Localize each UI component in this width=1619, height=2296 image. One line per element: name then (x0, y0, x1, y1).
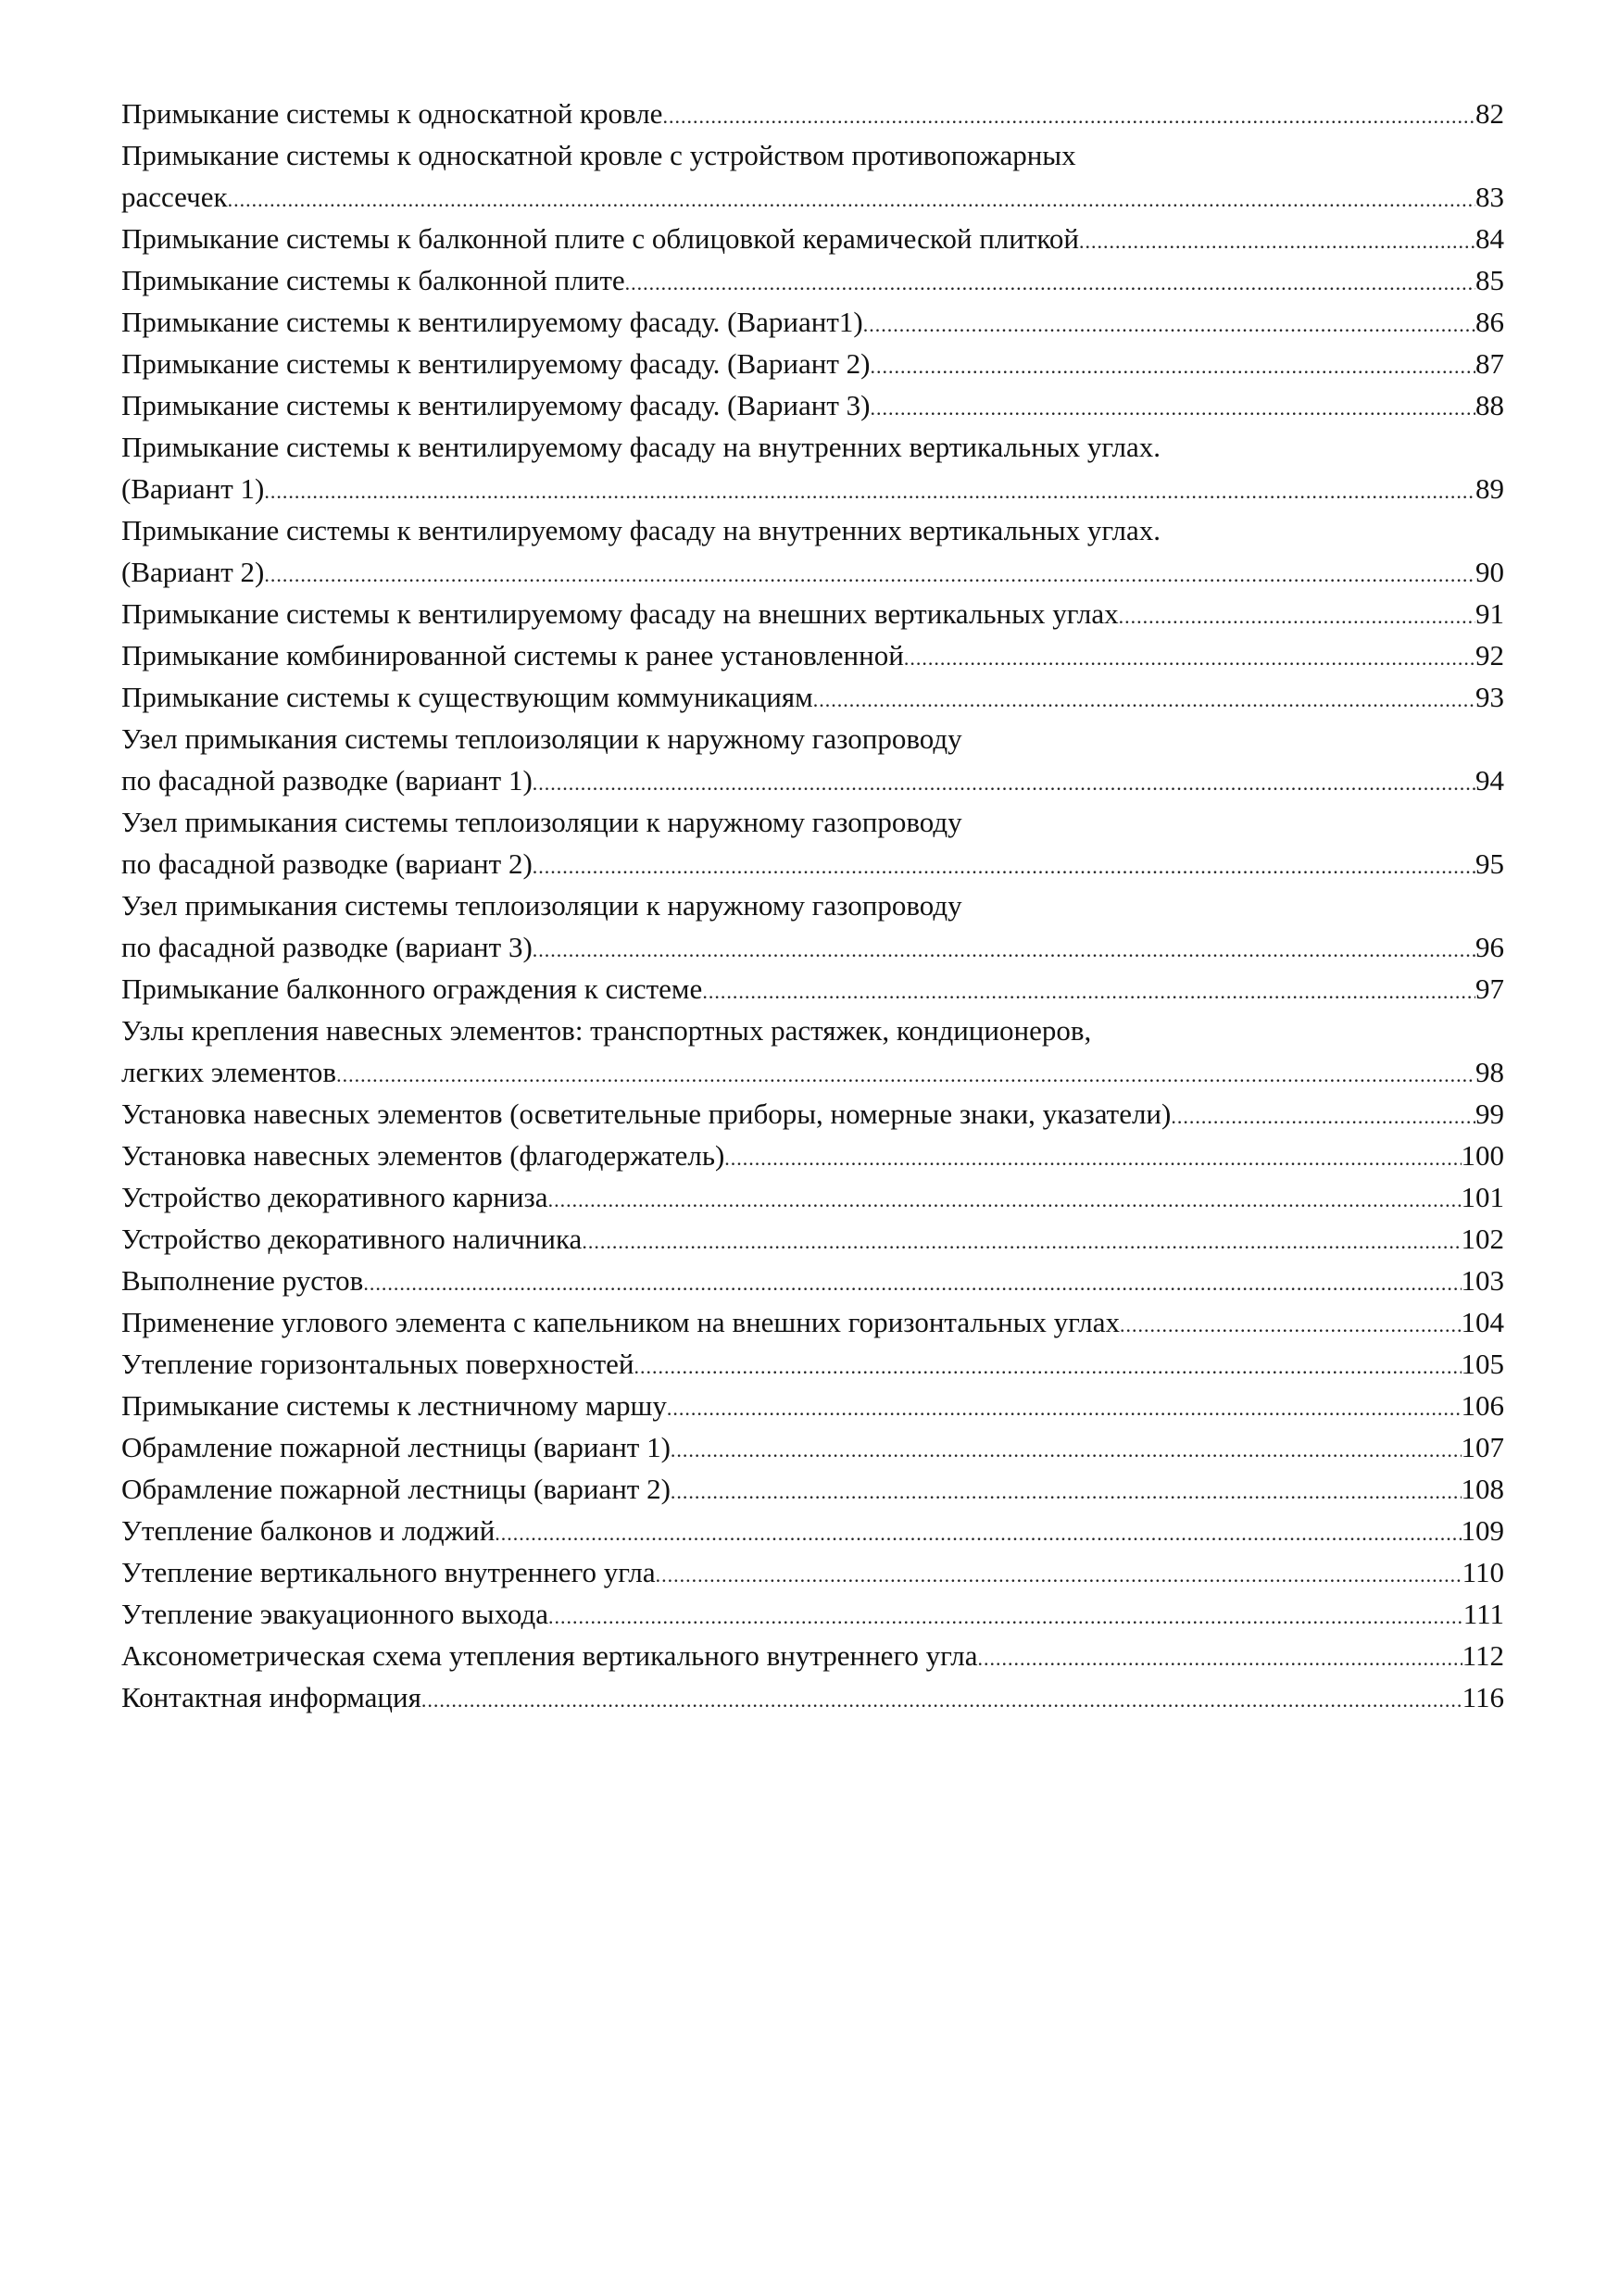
toc-entry-line (121, 759, 1504, 801)
toc-page-number: 104 (1461, 1306, 1504, 1338)
dot-leader (702, 971, 1475, 1012)
toc-page-number: 89 (1475, 472, 1504, 505)
toc-entry-title: Примыкание системы к существующим коммуникациям (121, 681, 813, 713)
toc-entry[interactable] (121, 218, 1504, 259)
dot-leader (264, 554, 1475, 596)
toc-entry-line (121, 1635, 1504, 1676)
toc-entry-line (121, 384, 1504, 426)
toc-page-number: 110 (1462, 1556, 1504, 1588)
toc-page-number: 95 (1475, 847, 1504, 880)
toc-entry[interactable] (121, 301, 1504, 343)
toc-entry[interactable] (121, 634, 1504, 676)
toc-entry-title: Применение углового элемента с капельником на внешних горизонтальных углах (121, 1306, 1121, 1338)
toc-page-number: 86 (1475, 306, 1504, 338)
toc-page-number: 98 (1475, 1056, 1504, 1088)
dot-leader (904, 637, 1475, 679)
dot-leader (264, 470, 1475, 512)
toc-entry-title: Примыкание системы к вентилируемому фасаду. (Вариант 2) (121, 347, 871, 380)
dot-leader (548, 1179, 1462, 1221)
toc-entry[interactable] (121, 1385, 1504, 1426)
toc-entry-title: Примыкание системы к вентилируемому фасаду на внутренних вертикальных углах. (121, 431, 1161, 463)
toc-page-number: 111 (1462, 1598, 1504, 1630)
dot-leader (336, 1054, 1475, 1096)
dot-leader (863, 304, 1475, 345)
toc-entry-title: Утепление вертикального внутреннего угла (121, 1556, 656, 1588)
toc-page-number: 107 (1461, 1431, 1504, 1463)
dot-leader (582, 1221, 1461, 1262)
toc-page-number: 82 (1475, 97, 1504, 130)
dot-leader (656, 1554, 1462, 1596)
table-of-contents (121, 93, 1504, 1718)
toc-entry-title: (Вариант 2) (121, 556, 265, 588)
toc-page-number: 101 (1461, 1181, 1504, 1213)
toc-entry[interactable] (121, 676, 1504, 718)
toc-entry-line (121, 93, 1504, 134)
toc-entry-title: Примыкание системы к односкатной кровле (121, 97, 663, 130)
toc-entry-title: Узлы крепления навесных элементов: транспортных растяжек, кондиционеров, (121, 1014, 1092, 1047)
toc-entry[interactable] (121, 426, 1504, 509)
toc-entry-line (121, 801, 1504, 843)
toc-entry[interactable] (121, 1260, 1504, 1301)
toc-entry[interactable] (121, 1468, 1504, 1510)
toc-entry[interactable] (121, 1093, 1504, 1135)
dot-leader (548, 1596, 1463, 1637)
toc-entry-line (121, 1593, 1504, 1635)
toc-entry-line (121, 1510, 1504, 1551)
toc-entry-title: Устройство декоративного наличника (121, 1223, 583, 1255)
toc-entry-title: Примыкание системы к вентилируемому фасаду. (Вариант1) (121, 306, 863, 338)
dot-leader (533, 762, 1475, 804)
toc-page-number: 109 (1461, 1514, 1504, 1547)
dot-leader (813, 679, 1475, 721)
toc-entry[interactable] (121, 1010, 1504, 1093)
toc-entry[interactable] (121, 1301, 1504, 1343)
toc-entry-line (121, 843, 1504, 885)
toc-entry-title: Примыкание системы к балконной плите (121, 264, 625, 296)
toc-entry-line (121, 1385, 1504, 1426)
toc-entry-line (121, 468, 1504, 509)
toc-entry[interactable] (121, 885, 1504, 968)
dot-leader (1119, 596, 1475, 637)
toc-page-number: 96 (1475, 931, 1504, 963)
toc-entry-title: по фасадной разводке (вариант 2) (121, 847, 533, 880)
toc-entry-line (121, 509, 1504, 551)
toc-entry[interactable] (121, 1135, 1504, 1176)
toc-entry-line (121, 926, 1504, 968)
toc-entry[interactable] (121, 1635, 1504, 1676)
toc-entry-line (121, 259, 1504, 301)
toc-page-number: 116 (1462, 1681, 1504, 1713)
toc-page-number: 106 (1461, 1389, 1504, 1422)
toc-entry[interactable] (121, 801, 1504, 885)
dot-leader (533, 929, 1475, 971)
dot-leader (363, 1262, 1461, 1304)
toc-entry[interactable] (121, 1218, 1504, 1260)
dot-leader (1079, 220, 1475, 262)
toc-page-number: 85 (1475, 264, 1504, 296)
toc-page-number: 108 (1461, 1473, 1504, 1505)
toc-entry[interactable] (121, 509, 1504, 593)
toc-entry-title: Контактная информация (121, 1681, 421, 1713)
toc-entry-line (121, 968, 1504, 1010)
toc-page-number: 87 (1475, 347, 1504, 380)
toc-entry-title: Выполнение рустов (121, 1264, 364, 1297)
dot-leader (724, 1137, 1461, 1179)
toc-page-number: 88 (1475, 389, 1504, 421)
toc-page-number: 103 (1461, 1264, 1504, 1297)
toc-page-number: 97 (1475, 972, 1504, 1005)
toc-entry-title: Узел примыкания системы теплоизоляции к наружному газопроводу (121, 889, 962, 922)
toc-entry-line (121, 1260, 1504, 1301)
toc-entry-line (121, 1010, 1504, 1051)
toc-page-number: 99 (1475, 1098, 1504, 1130)
toc-entry-title: Примыкание системы к вентилируемому фасаду. (Вариант 3) (121, 389, 871, 421)
toc-entry-line (121, 551, 1504, 593)
toc-entry-title: по фасадной разводке (вариант 1) (121, 764, 533, 797)
toc-page-number: 83 (1475, 181, 1504, 213)
toc-entry[interactable] (121, 593, 1504, 634)
toc-page-number: 94 (1475, 764, 1504, 797)
toc-entry-title: Примыкание балконного ограждения к системе (121, 972, 703, 1005)
toc-entry-line (121, 1051, 1504, 1093)
toc-page-number: 105 (1461, 1348, 1504, 1380)
toc-entry[interactable] (121, 134, 1504, 218)
dot-leader (421, 1679, 1462, 1721)
toc-entry-line (121, 426, 1504, 468)
toc-entry-title: Аксонометрическая схема утепления вертикального внутреннего угла (121, 1639, 978, 1672)
toc-entry-line (121, 343, 1504, 384)
toc-entry-line (121, 885, 1504, 926)
toc-entry-title: Обрамление пожарной лестницы (вариант 2) (121, 1473, 671, 1505)
toc-entry-line (121, 1176, 1504, 1218)
toc-entry-title: Обрамление пожарной лестницы (вариант 1) (121, 1431, 671, 1463)
dot-leader (495, 1512, 1461, 1554)
toc-entry[interactable] (121, 718, 1504, 801)
toc-entry-title: Утепление горизонтальных поверхностей (121, 1348, 634, 1380)
toc-entry[interactable] (121, 1593, 1504, 1635)
toc-entry-line (121, 301, 1504, 343)
toc-entry-title: Установка навесных элементов (флагодержатель) (121, 1139, 725, 1172)
dot-leader (662, 95, 1475, 137)
toc-page-number: 112 (1462, 1639, 1504, 1672)
toc-entry[interactable] (121, 1551, 1504, 1593)
toc-entry-title: по фасадной разводке (вариант 3) (121, 931, 533, 963)
toc-entry-title: (Вариант 1) (121, 472, 265, 505)
toc-page-number: 91 (1475, 597, 1504, 630)
toc-entry-title: Примыкание системы к односкатной кровле с устройством противопожарных (121, 139, 1076, 171)
toc-entry-line (121, 134, 1504, 176)
toc-entry-title: Утепление эвакуационного выхода (121, 1598, 549, 1630)
toc-entry-title: Установка навесных элементов (осветительные приборы, номерные знаки, указатели) (121, 1098, 1172, 1130)
toc-entry-line (121, 593, 1504, 634)
toc-entry-title: Примыкание системы к вентилируемому фасаду на внутренних вертикальных углах. (121, 514, 1161, 546)
dot-leader (228, 179, 1475, 220)
toc-entry-line (121, 1218, 1504, 1260)
toc-entry-line (121, 1676, 1504, 1718)
dot-leader (870, 387, 1475, 429)
toc-entry-line (121, 634, 1504, 676)
toc-page-number: 102 (1461, 1223, 1504, 1255)
toc-entry-line (121, 1468, 1504, 1510)
dot-leader (634, 1346, 1462, 1387)
toc-entry-title: Примыкание системы к вентилируемому фасаду на внешних вертикальных углах (121, 597, 1119, 630)
toc-entry[interactable] (121, 93, 1504, 134)
toc-page-number: 100 (1461, 1139, 1504, 1172)
toc-entry-title: Примыкание комбинированной системы к ранее установленной (121, 639, 904, 671)
toc-entry-title: рассечек (121, 181, 228, 213)
toc-entry-line (121, 1135, 1504, 1176)
toc-entry-title: Узел примыкания системы теплоизоляции к наружному газопроводу (121, 806, 962, 838)
dot-leader (533, 846, 1475, 887)
dot-leader (1171, 1096, 1475, 1137)
toc-entry-line (121, 1301, 1504, 1343)
dot-leader (625, 262, 1475, 304)
toc-entry-title: Примыкание системы к лестничному маршу (121, 1389, 667, 1422)
dot-leader (978, 1637, 1462, 1679)
dot-leader (667, 1387, 1462, 1429)
toc-page-number: 93 (1475, 681, 1504, 713)
toc-entry-title: легких элементов (121, 1056, 337, 1088)
toc-entry[interactable] (121, 1343, 1504, 1385)
toc-entry-title: Узел примыкания системы теплоизоляции к наружному газопроводу (121, 722, 962, 755)
toc-entry[interactable] (121, 384, 1504, 426)
dot-leader (671, 1429, 1462, 1471)
dot-leader (671, 1471, 1462, 1512)
toc-entry-line (121, 718, 1504, 759)
toc-entry[interactable] (121, 1176, 1504, 1218)
toc-page-number: 84 (1475, 222, 1504, 255)
toc-entry-line (121, 1093, 1504, 1135)
toc-entry-line (121, 218, 1504, 259)
toc-entry[interactable] (121, 259, 1504, 301)
toc-entry-line (121, 1426, 1504, 1468)
toc-entry[interactable] (121, 1510, 1504, 1551)
dot-leader (870, 345, 1475, 387)
toc-page-number: 92 (1475, 639, 1504, 671)
toc-entry-line (121, 676, 1504, 718)
toc-entry-title: Примыкание системы к балконной плите с облицовкой керамической плиткой (121, 222, 1079, 255)
toc-entry-line (121, 176, 1504, 218)
toc-page-number: 90 (1475, 556, 1504, 588)
toc-entry[interactable] (121, 1426, 1504, 1468)
dot-leader (1120, 1304, 1461, 1346)
toc-entry[interactable] (121, 343, 1504, 384)
toc-entry-line (121, 1343, 1504, 1385)
toc-entry[interactable] (121, 968, 1504, 1010)
toc-entry[interactable] (121, 1676, 1504, 1718)
toc-entry-title: Утепление балконов и лоджий (121, 1514, 496, 1547)
toc-entry-line (121, 1551, 1504, 1593)
toc-entry-title: Устройство декоративного карниза (121, 1181, 548, 1213)
